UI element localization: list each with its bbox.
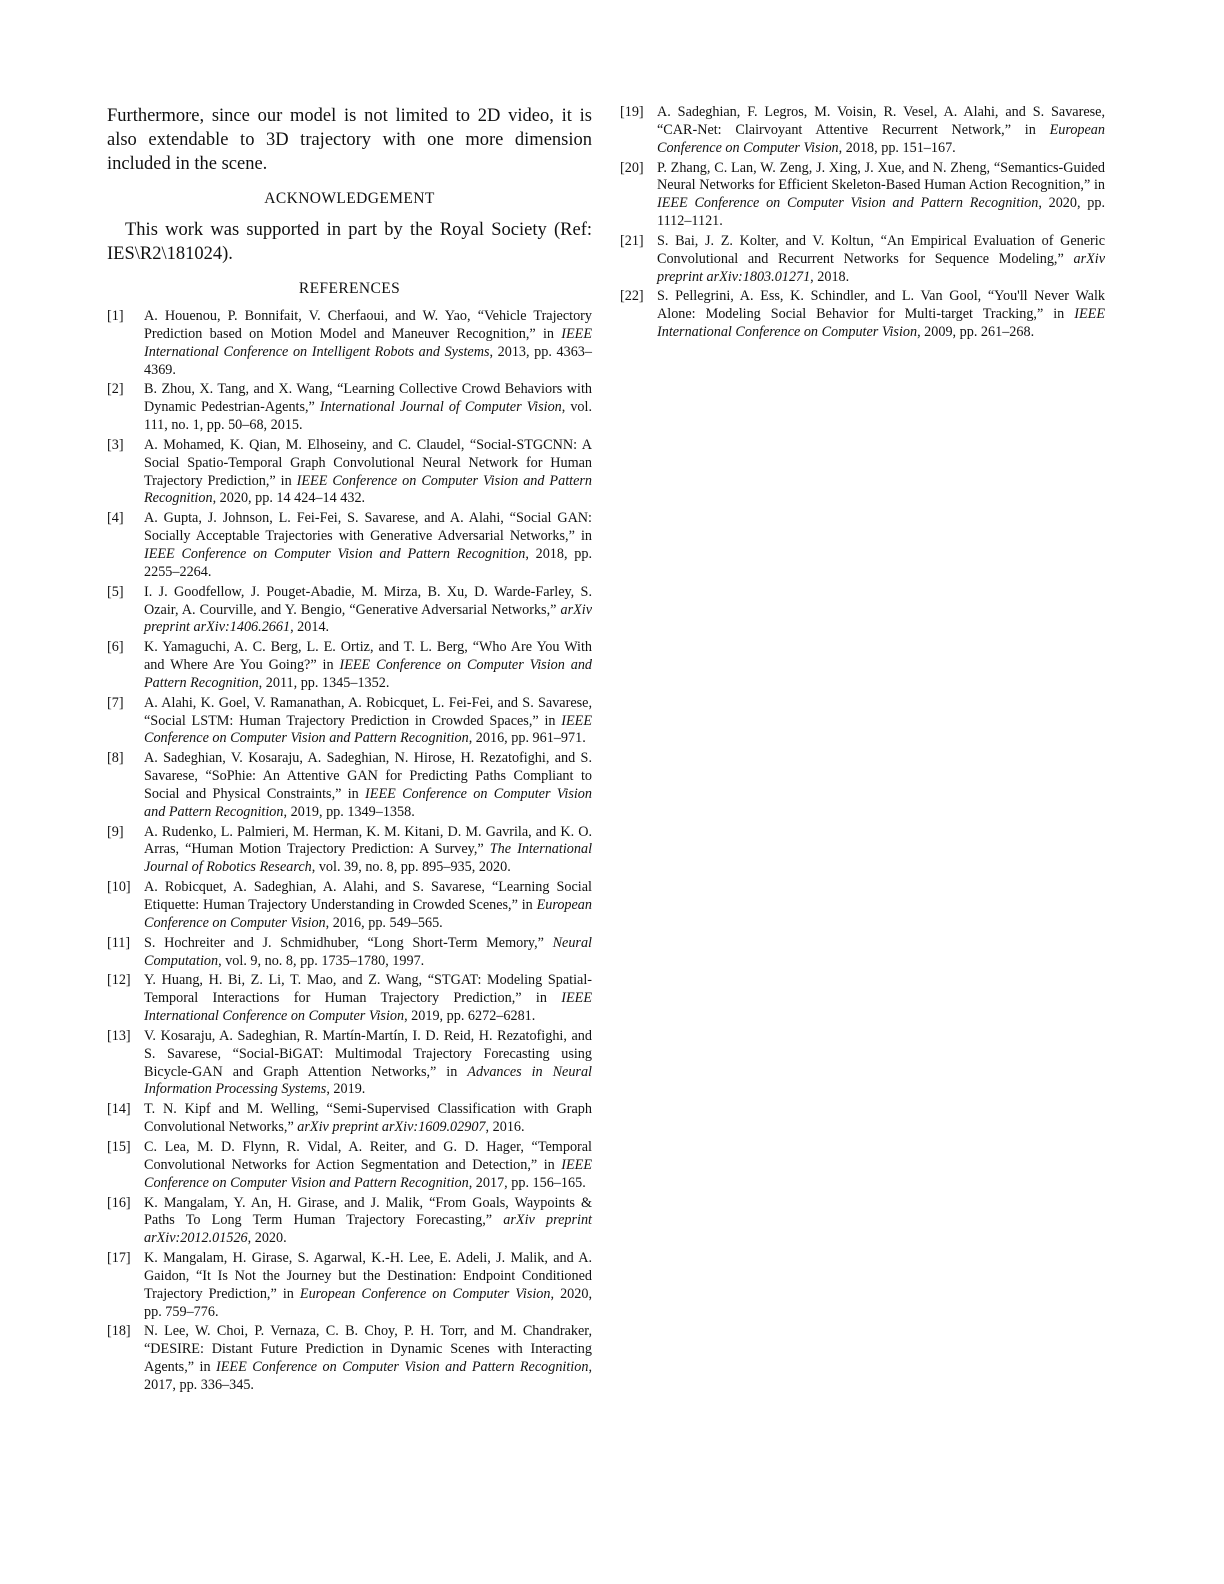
reference-item bbox=[107, 935, 592, 971]
reference-text bbox=[144, 695, 592, 749]
reference-item bbox=[107, 1139, 592, 1193]
reference-number: [15] bbox=[107, 1138, 131, 1155]
reference-authors-title: A. Robicquet, A. Sadeghian, A. Alahi, and S. Savarese, “Learning Social Etiquette: Human Trajectory Understanding in Crowded Scenes,” in bbox=[144, 879, 592, 913]
reference-venue: International Journal of Computer Vision bbox=[319, 399, 562, 416]
reference-authors-title: A. Alahi, K. Goel, V. Ramanathan, A. Robicquet, L. Fei-Fei, and S. Savarese, “Social LSTM: Human Trajectory Prediction in Crowded Spaces,” in bbox=[144, 694, 592, 729]
intro-paragraph: Furthermore, since our model is not limited to 2D video, it is also extendable to 3D trajectory with one more dimension included in the scene. bbox=[107, 106, 592, 174]
reference-details: , 2018. bbox=[810, 268, 850, 285]
reference-item bbox=[107, 1250, 592, 1321]
reference-number: [19] bbox=[620, 104, 644, 120]
reference-venue: IEEE Conference on Computer Vision and Pattern Recognition bbox=[144, 657, 593, 691]
reference-authors-title: T. N. Kipf and M. Welling, “Semi-Supervised Classification with Graph Convolutional Networks,” bbox=[144, 1101, 592, 1136]
reference-venue: arXiv preprint arXiv:2012.01526 bbox=[144, 1212, 592, 1247]
reference-venue: arXiv preprint arXiv:1803.01271 bbox=[657, 250, 1105, 285]
reference-authors-title: P. Zhang, C. Lan, W. Zeng, J. Xing, J. Xue, and N. Zheng, “Semantics-Guided Neural Networks for Efficient Skeleton-Based Human Action Recognition,” in bbox=[657, 159, 1105, 194]
reference-authors-title: A. Gupta, J. Johnson, L. Fei-Fei, S. Savarese, and A. Alahi, “Social GAN: Socially Acceptable Trajectories with Generative Adversarial Networks,” in bbox=[144, 510, 592, 545]
reference-authors-title: S. Bai, J. Z. Kolter, and V. Koltun, “An Empirical Evaluation of Generic Convolutional and Recurrent Networks for Sequence Modeling,” bbox=[657, 232, 1105, 267]
reference-venue: IEEE International Conference on Computer Vision bbox=[144, 990, 592, 1025]
reference-authors-title: A. Sadeghian, F. Legros, M. Voisin, R. Vesel, A. Alahi, and S. Savarese, “CAR-Net: Clairvoyant Attentive Recurrent Network,” in bbox=[657, 104, 1105, 138]
reference-text bbox=[144, 879, 592, 933]
reference-authors-title: K. Yamaguchi, A. C. Berg, L. E. Ortiz, and T. L. Berg, “Who Are You With and Where Are You Going?” in bbox=[144, 639, 592, 674]
reference-text bbox=[144, 1101, 592, 1137]
reference-authors-title: K. Mangalam, Y. An, H. Girase, and J. Malik, “From Goals, Waypoints & Paths To Long Term Human Trajectory Forecasting,” bbox=[144, 1194, 592, 1229]
reference-item bbox=[620, 233, 1105, 287]
reference-item bbox=[620, 104, 1105, 158]
reference-item bbox=[107, 1195, 592, 1249]
reference-item bbox=[107, 750, 592, 821]
reference-item bbox=[107, 1101, 592, 1137]
reference-text bbox=[657, 233, 1105, 287]
reference-item bbox=[107, 1028, 592, 1099]
reference-text bbox=[657, 288, 1105, 342]
reference-item bbox=[107, 381, 592, 435]
reference-item bbox=[107, 510, 592, 581]
reference-item bbox=[107, 972, 592, 1026]
reference-text bbox=[144, 1250, 592, 1321]
reference-details: , 2016, pp. 549–565. bbox=[325, 914, 443, 931]
reference-details: , 2017, pp. 336–345. bbox=[144, 1359, 592, 1393]
reference-details: , vol. 111, no. 1, pp. 50–68, 2015. bbox=[144, 399, 592, 434]
reference-venue: IEEE Conference on Computer Vision and Pattern Recognition bbox=[144, 785, 592, 820]
reference-venue: IEEE International Conference on Computer Vision bbox=[657, 306, 1105, 341]
reference-text bbox=[657, 104, 1105, 158]
reference-text bbox=[144, 381, 592, 435]
reference-details: , 2009, pp. 261–268. bbox=[917, 324, 1035, 341]
reference-venue: European Conference on Computer Vision bbox=[144, 897, 592, 931]
reference-text bbox=[144, 824, 592, 878]
reference-item bbox=[107, 879, 592, 933]
reference-number: [6] bbox=[107, 639, 124, 656]
reference-number: [11] bbox=[107, 934, 131, 951]
reference-text bbox=[144, 510, 592, 581]
reference-venue: IEEE Conference on Computer Vision and Pattern Recognition bbox=[144, 1156, 592, 1191]
reference-item bbox=[107, 308, 592, 379]
reference-details: , 2019. bbox=[326, 1081, 366, 1098]
reference-authors-title: S. Hochreiter and J. Schmidhuber, “Long Short-Term Memory,” bbox=[144, 934, 553, 951]
reference-venue: arXiv preprint arXiv:1609.02907 bbox=[297, 1119, 486, 1136]
reference-item bbox=[107, 437, 592, 508]
right-column bbox=[620, 104, 1105, 344]
reference-details: , 2020, pp. 1112–1121. bbox=[657, 195, 1105, 230]
reference-text bbox=[144, 1139, 592, 1193]
reference-authors-title: V. Kosaraju, A. Sadeghian, R. Martín-Martín, I. D. Reid, H. Rezatofighi, and S. Savarese, “Social-BiGAT: Multimodal Trajectory Forecasting using Bicycle-GAN and Graph Attention Networks,” in bbox=[144, 1027, 592, 1080]
reference-details: , 2020, pp. 14 424–14 432. bbox=[212, 490, 366, 507]
reference-number: [10] bbox=[107, 879, 131, 896]
reference-details: , 2018, pp. 151–167. bbox=[838, 139, 956, 156]
reference-list-continued bbox=[620, 104, 1105, 342]
reference-authors-title: I. J. Goodfellow, J. Pouget-Abadie, M. Mirza, B. Xu, D. Warde-Farley, S. Ozair, A. Courville, and Y. Bengio, “Generative Adversarial Networks,” bbox=[144, 583, 592, 618]
reference-text bbox=[144, 1028, 592, 1099]
reference-number: [8] bbox=[107, 750, 124, 767]
reference-item bbox=[107, 1323, 592, 1394]
reference-authors-title: Y. Huang, H. Bi, Z. Li, T. Mao, and Z. Wang, “STGAT: Modeling Spatial-Temporal Interactions for Human Trajectory Prediction,” in bbox=[144, 972, 592, 1007]
reference-number: [17] bbox=[107, 1250, 131, 1267]
reference-details: , 2011, pp. 1345–1352. bbox=[258, 674, 390, 691]
reference-authors-title: A. Sadeghian, V. Kosaraju, A. Sadeghian, N. Hirose, H. Rezatofighi, and S. Savarese, “SoPhie: An Attentive GAN for Predicting Paths Compliant to Social and Physical Constraints,” in bbox=[144, 750, 592, 802]
reference-text bbox=[144, 1323, 592, 1394]
reference-details: , 2014. bbox=[290, 619, 330, 636]
reference-authors-title: S. Pellegrini, A. Ess, K. Schindler, and L. Van Gool, “You'll Never Walk Alone: Modeling Social Behavior for Multi-target Tracking,” in bbox=[657, 288, 1105, 323]
reference-number: [13] bbox=[107, 1027, 131, 1044]
reference-number: [21] bbox=[620, 232, 644, 249]
reference-details: , 2016, pp. 961–971. bbox=[468, 730, 586, 747]
reference-venue: Advances in Neural Information Processing Systems bbox=[144, 1063, 592, 1098]
reference-number: [3] bbox=[107, 436, 124, 453]
reference-details: , 2017, pp. 156–165. bbox=[468, 1174, 586, 1191]
reference-number: [9] bbox=[107, 823, 124, 840]
reference-venue: IEEE Conference on Computer Vision and Pattern Recognition bbox=[216, 1359, 589, 1376]
reference-number: [4] bbox=[107, 510, 124, 527]
reference-number: [7] bbox=[107, 694, 124, 711]
reference-number: [5] bbox=[107, 583, 124, 600]
reference-text bbox=[657, 160, 1105, 231]
reference-authors-title: B. Zhou, X. Tang, and X. Wang, “Learning Collective Crowd Behaviors with Dynamic Pedestrian-Agents,” bbox=[144, 381, 592, 416]
reference-authors-title: A. Mohamed, K. Qian, M. Elhoseiny, and C. Claudel, “Social-STGCNN: A Social Spatio-Temporal Graph Convolutional Neural Network for Human Trajectory Prediction,” in bbox=[144, 436, 592, 489]
reference-text bbox=[144, 308, 592, 379]
reference-authors-title: C. Lea, M. D. Flynn, R. Vidal, A. Reiter, and G. D. Hager, “Temporal Convolutional Networks for Action Segmentation and Detection,” in bbox=[144, 1138, 592, 1173]
reference-venue: arXiv preprint arXiv:1406.2661 bbox=[144, 601, 592, 636]
left-column bbox=[107, 104, 592, 1397]
reference-number: [1] bbox=[107, 308, 124, 324]
reference-details: , 2019, pp. 1349–1358. bbox=[283, 803, 415, 820]
reference-text bbox=[144, 935, 592, 971]
acknowledgement-heading: ACKNOWLEDGEMENT bbox=[264, 190, 435, 207]
reference-item bbox=[107, 695, 592, 749]
reference-item bbox=[107, 639, 592, 693]
reference-text bbox=[144, 972, 592, 1026]
reference-venue: IEEE Conference on Computer Vision and Pattern Recognition bbox=[144, 545, 526, 562]
reference-venue: European Conference on Computer Vision bbox=[299, 1285, 551, 1302]
references-heading: REFERENCES bbox=[298, 280, 401, 297]
reference-number: [16] bbox=[107, 1194, 131, 1211]
reference-details: , 2018, pp. 2255–2264. bbox=[144, 545, 592, 580]
reference-details: , 2016. bbox=[485, 1119, 525, 1136]
reference-venue: IEEE Conference on Computer Vision and Pattern Recognition bbox=[144, 472, 592, 507]
reference-number: [14] bbox=[107, 1101, 131, 1118]
reference-venue: IEEE International Conference on Intelligent Robots and Systems bbox=[144, 325, 592, 360]
reference-details: , 2020, pp. 759–776. bbox=[144, 1285, 593, 1320]
reference-authors-title: K. Mangalam, H. Girase, S. Agarwal, K.-H. Lee, E. Adeli, J. Malik, and A. Gaidon, “It Is Not the Journey but the Destination: Endpoint Conditioned Trajectory Prediction,” in bbox=[144, 1250, 592, 1302]
reference-number: [12] bbox=[107, 972, 131, 989]
reference-venue: IEEE Conference on Computer Vision and Pattern Recognition bbox=[657, 195, 1039, 212]
reference-details: , vol. 9, no. 8, pp. 1735–1780, 1997. bbox=[218, 952, 425, 969]
reference-text bbox=[144, 1195, 592, 1249]
reference-authors-title: N. Lee, W. Choi, P. Vernaza, C. B. Choy, P. H. Torr, and M. Chandraker, “DESIRE: Distant Future Prediction in Dynamic Scenes with Interacting Agents,” in bbox=[144, 1323, 592, 1376]
acknowledgement-text: This work was supported in part by the Royal Society (Ref: IES\R2\181024). bbox=[107, 220, 592, 264]
reference-venue: European Conference on Computer Vision bbox=[657, 121, 1105, 156]
reference-details: , 2019, pp. 6272–6281. bbox=[404, 1008, 536, 1025]
reference-authors-title: A. Rudenko, L. Palmieri, M. Herman, K. M. Kitani, D. M. Gavrila, and K. O. Arras, “Human Motion Trajectory Prediction: A Survey,” bbox=[144, 823, 592, 858]
reference-number: [20] bbox=[620, 159, 644, 176]
reference-venue: IEEE Conference on Computer Vision and Pattern Recognition bbox=[144, 712, 592, 747]
reference-item bbox=[107, 584, 592, 638]
reference-authors-title: A. Houenou, P. Bonnifait, V. Cherfaoui, and W. Yao, “Vehicle Trajectory Prediction based on Motion Model and Maneuver Recognition,” in bbox=[144, 308, 592, 342]
reference-list bbox=[107, 308, 592, 1395]
reference-text bbox=[144, 437, 592, 508]
reference-text bbox=[144, 584, 592, 638]
reference-item bbox=[620, 160, 1105, 231]
reference-number: [18] bbox=[107, 1323, 131, 1340]
reference-item bbox=[107, 824, 592, 878]
reference-details: , 2020. bbox=[247, 1230, 287, 1247]
reference-details: , 2013, pp. 4363–4369. bbox=[144, 343, 592, 378]
reference-text bbox=[144, 750, 592, 821]
reference-number: [22] bbox=[620, 288, 644, 305]
reference-venue: Neural Computation bbox=[144, 934, 592, 969]
reference-details: , vol. 39, no. 8, pp. 895–935, 2020. bbox=[311, 859, 511, 876]
reference-item bbox=[620, 288, 1105, 342]
reference-venue: The International Journal of Robotics Research bbox=[144, 841, 593, 876]
reference-number: [2] bbox=[107, 381, 124, 398]
reference-text bbox=[144, 639, 592, 693]
